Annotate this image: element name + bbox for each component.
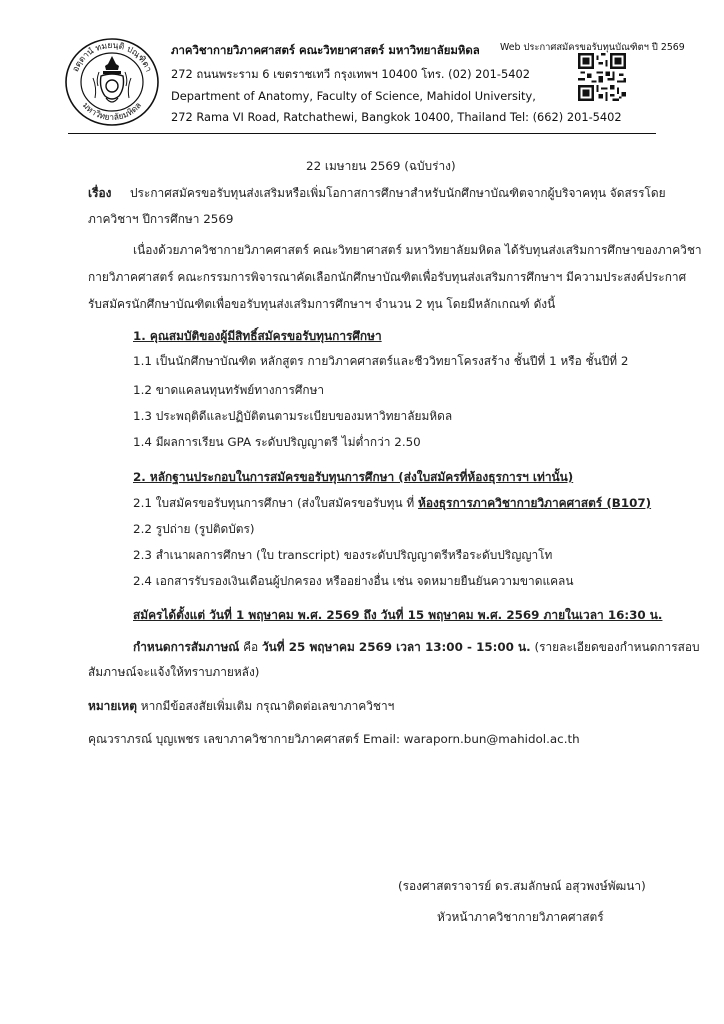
remark	[88, 697, 394, 716]
interview-note: (รายละเอียดของกำหนดการสอบ	[530, 640, 700, 654]
subject-label: เรื่อง	[88, 186, 112, 200]
apply-period: สมัครได้ตั้งแต่ วันที่ 1 พฤษาคม พ.ศ. 2569 ถึง วันที่ 15 พฤษาคม พ.ศ. 2569 ภายในเวลา 16:30 น.	[133, 608, 663, 622]
section2-item: 2.2 รูปถ่าย (รูปติดบัตร)	[133, 522, 255, 536]
section2-heading: 2. หลักฐานประกอบในการสมัครขอรับทุนการศึกษา (ส่งใบสมัครที่ห้องธุรการฯ เท่านั้น)	[133, 470, 574, 484]
web-notice: Web ประกาศสมัครขอรับทุนบัณฑิตฯ ปี 2569	[500, 42, 685, 53]
interview-line1	[133, 638, 700, 657]
section2-item: 2.4 เอกสารรับรองเงินเดือนผู้ปกครอง หรืออย่างอื่น เช่น จดหมายยืนยันความขาดแคลน	[133, 574, 574, 588]
contact-line: คุณวราภรณ์ บุญเพชร เลขาภาควิชากายวิภาคศาสตร์ Email: waraporn.bun@mahidol.ac.th	[88, 732, 580, 746]
section1-heading: 1. คุณสมบัติของผู้มีสิทธิ์สมัครขอรับทุนการศึกษา	[133, 329, 382, 343]
interview-date: วันที่ 25 พฤษาคม 2569 เวลา 13:00 - 15:00 น.	[261, 640, 531, 654]
section2-item1-location: ห้องธุรการภาควิชากายวิภาคศาสตร์ (B107)	[418, 496, 652, 510]
intro-line3: รับสมัครนักศึกษาบัณฑิตเพื่อขอรับทุนส่งเสริมการศึกษาฯ จำนวน 2 ทุน โดยมีหลักเกณฑ์ ดังนี้	[88, 297, 556, 311]
interview-label: กำหนดการสัมภาษณ์	[133, 640, 240, 654]
section1-item: 1.1 เป็นนักศึกษาบัณฑิต หลักสูตร กายวิภาคศาสตร์และชีววิทยาโครงสร้าง ชั้นปีที่ 1 หรือ ชั้นปีที่ 2	[133, 354, 629, 368]
section2-item: 2.3 สำเนาผลการศึกษา (ใบ transcript) ของระดับปริญญาตรีหรือระดับปริญญาโท	[133, 548, 553, 562]
intro-line2: กายวิภาคศาสตร์ คณะกรรมการพิจารณาคัดเลือกนักศึกษาบัณฑิตเพื่อรับทุนส่งเสริมการศึกษาฯ มีความประสงค์ประกาศ	[88, 270, 687, 284]
section2-item1-prefix: 2.1 ใบสมัครขอรับทุนการศึกษา (ส่งใบสมัครขอรับทุน ที่	[133, 496, 419, 510]
letterhead-line3: Department of Anatomy, Faculty of Science, Mahidol University,	[171, 89, 536, 103]
section2-item1	[133, 494, 651, 513]
remark-text: หากมีข้อสงสัยเพิ่มเติม กรุณาติดต่อเลขาภาควิชาฯ	[136, 699, 395, 713]
header-divider	[68, 133, 656, 134]
interview-line2: สัมภาษณ์จะแจ้งให้ทราบภายหลัง)	[88, 665, 260, 679]
qr-code-icon	[578, 53, 626, 101]
subject-text-line1: ประกาศสมัครขอรับทุนส่งเสริมหรือเพิ่มโอกาสการศึกษาสำหรับนักศึกษาบัณฑิตจากผู้บริจาคทุน จัดสรรโดย	[130, 186, 666, 200]
interview-mid: คือ	[239, 640, 262, 654]
section1-item: 1.3 ประพฤติดีและปฏิบัติตนตามระเบียบของมหาวิทยาลัยมหิดล	[133, 409, 453, 423]
letterhead-line4: 272 Rama VI Road, Ratchathewi, Bangkok 10400, Thailand Tel: (662) 201-5402	[171, 110, 622, 124]
signature-name: (รองศาสตราจารย์ ดร.สมลักษณ์ อสุวพงษ์พัฒนา)	[398, 879, 646, 893]
seal-text-bottom: มหาวิทยาลัยมหิดล	[80, 100, 144, 124]
letterhead-line2: 272 ถนนพระราม 6 เขตราชเทวี กรุงเทพฯ 10400 โทร. (02) 201-5402	[171, 67, 531, 81]
mahidol-seal-logo	[63, 36, 161, 128]
remark-label: หมายเหตุ	[88, 699, 137, 713]
signature-title: หัวหน้าภาควิชากายวิภาคศาสตร์	[437, 910, 604, 924]
section1-item: 1.4 มีผลการเรียน GPA ระดับปริญญาตรี ไม่ต่ำกว่า 2.50	[133, 435, 421, 449]
intro-line1: เนื่องด้วยภาควิชากายวิภาคศาสตร์ คณะวิทยาศาสตร์ มหาวิทยาลัยมหิดล ได้รับทุนส่งเสริมการศึกษาของภาควิชา	[133, 243, 702, 257]
date-line: 22 เมษายน 2569 (ฉบับร่าง)	[306, 159, 456, 173]
subject-text-line2: ภาควิชาฯ ปีการศึกษา 2569	[88, 212, 234, 226]
letterhead-line1: ภาควิชากายวิภาคศาสตร์ คณะวิทยาศาสตร์ มหาวิทยาลัยมหิดล	[171, 43, 480, 57]
section1-item: 1.2 ขาดแคลนทุนทรัพย์ทางการศึกษา	[133, 383, 325, 397]
seal-text-top: อตฺตานํ ทมยนฺติ ปณฺฑิตา	[70, 40, 154, 74]
